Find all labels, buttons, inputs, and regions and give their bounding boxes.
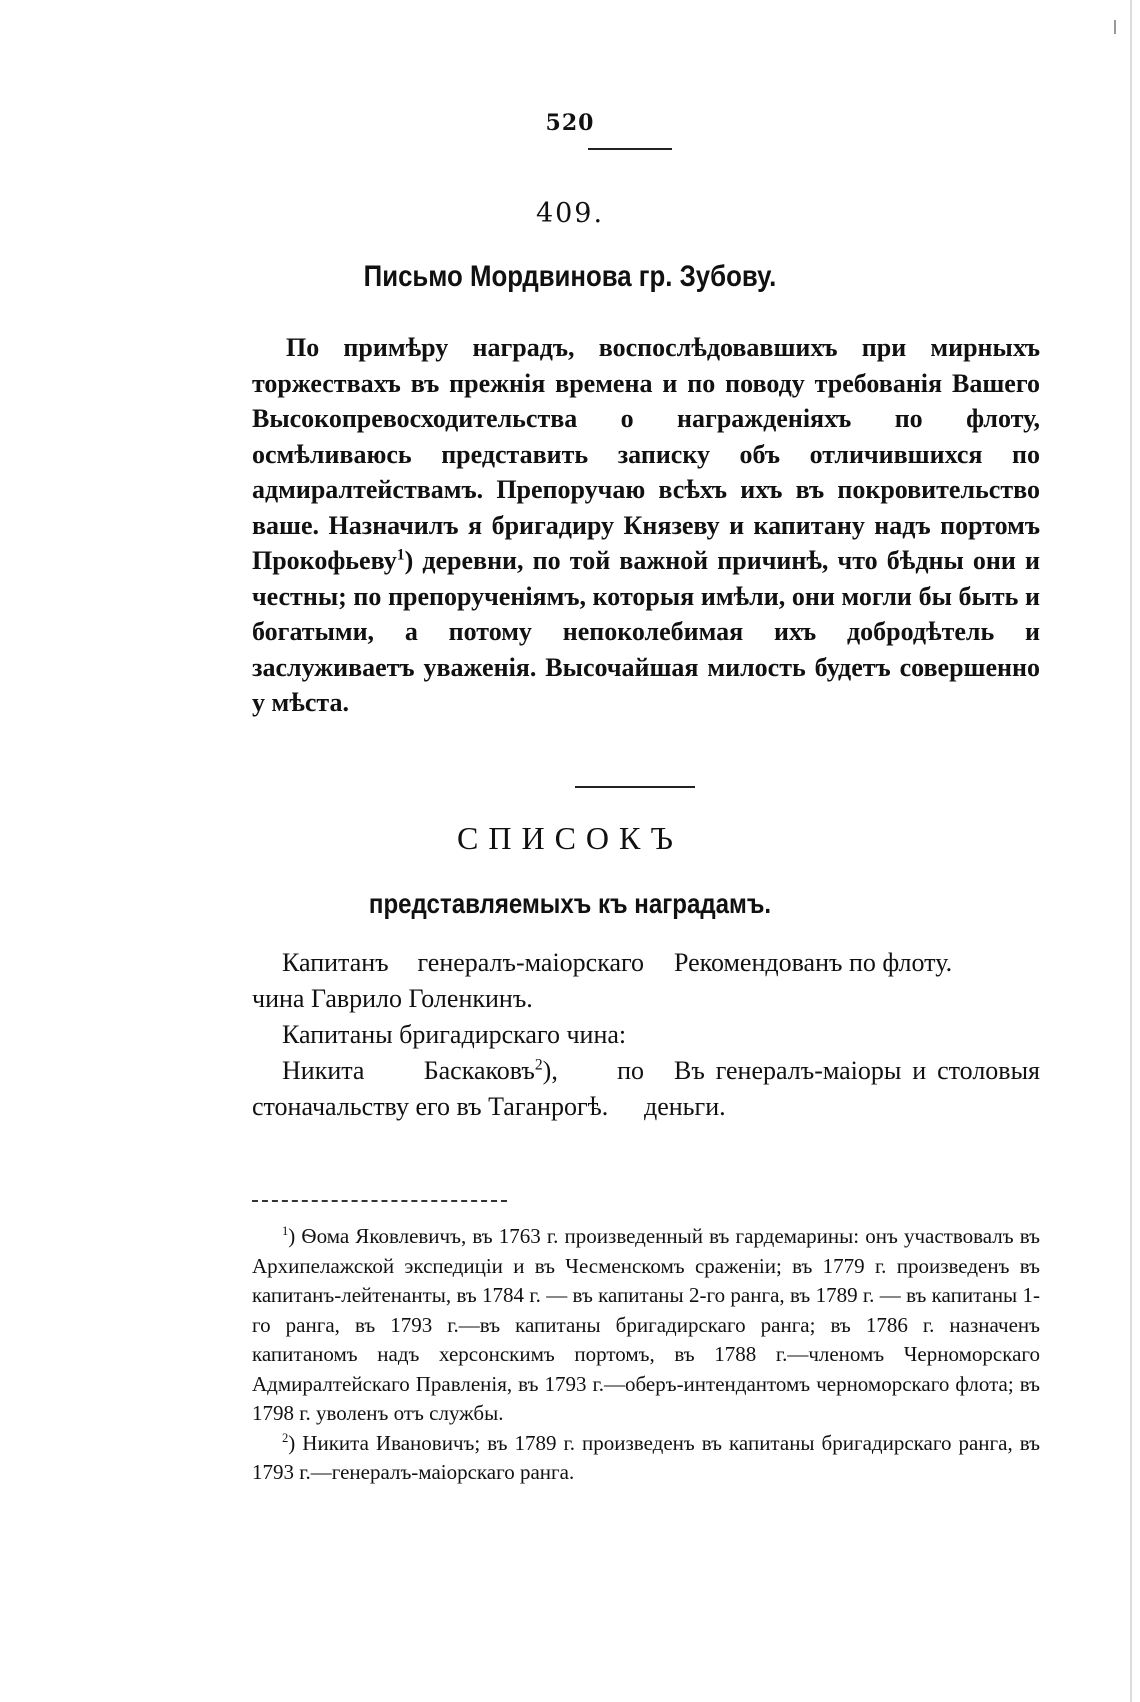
footnote-mark-1: 1	[282, 1224, 289, 1238]
list-entry-name-part-1: Никита Баскаковъ	[282, 1056, 535, 1085]
document-number: 409.	[535, 198, 605, 229]
letter-body	[252, 330, 1040, 721]
footnote-1	[252, 1222, 1040, 1429]
document-title: Письмо Мордвинова гр. Зубову.	[363, 260, 777, 293]
footnote-ref-2[interactable]: 2	[534, 1056, 543, 1074]
edge-mark	[1114, 20, 1116, 34]
list-entry-recommendation: Въ генералъ-маіоры и столовыя деньги.	[644, 1056, 1040, 1121]
footnote-2	[252, 1429, 1040, 1488]
list-entry-recommendation	[644, 1017, 1040, 1053]
footnote-rule	[252, 1200, 507, 1202]
footnote-2-text: ) Никита Ивановичъ; въ 1789 г. произведенъ въ капитаны бригадирскаго ранга, въ 1793 г.—генералъ-маіорскаго ранга.	[252, 1430, 1040, 1484]
footnote-ref-1[interactable]: 1	[396, 546, 405, 564]
list-entry-name	[252, 1053, 644, 1125]
list-row	[252, 1053, 1040, 1125]
letter-text-part-2: ) деревни, по той важной причинѣ, что бѣдны они и честны; по препорученіямъ, которыя имѣли, они могли бы быть и богатыми, а потому непоколебимая ихъ добродѣтель и заслуживаетъ уваженія. Высочайшая милость будетъ совершенно у мѣста.	[252, 546, 1040, 717]
list-heading: СПИСОКЪ	[457, 820, 683, 856]
list-entry-recommendation: Рекомендованъ по флоту.	[674, 948, 953, 977]
letter-text-part-1: По примѣру наградъ, воспослѣдовавшихъ при мирныхъ торжествахъ въ прежнія времена и по поводу требованія Вашего Высокопревосходительства о награжденіяхъ по флоту, осмѣливаюсь представить записку объ отличившихся по адмиралтействамъ. Препоручаю всѣхъ ихъ въ покровительство ваше. Назначилъ я бригадиру Князеву и капитану надъ портомъ Прокофьеву	[252, 333, 1040, 575]
page-number-underline	[588, 148, 672, 150]
list-entry-name-part-2: ), по стоначальству его въ Таганрогѣ.	[252, 1056, 644, 1121]
list-subheading: представляемыхъ къ наградамъ.	[368, 888, 772, 919]
list-row	[252, 945, 1040, 1017]
letter-paragraph	[252, 330, 1040, 721]
footnote-mark-2: 2	[282, 1430, 289, 1445]
list-entry-name: Капитанъ генералъ-маіорскаго чина Гаврило Голенкинъ.	[252, 948, 644, 1013]
page-number: 520	[545, 110, 595, 136]
list-row	[252, 1017, 1040, 1053]
footnote-1-text: ) Ѳома Яковлевичъ, въ 1763 г. произведенный въ гардемарины: онъ участвовалъ въ Архипелажской экспедиціи и въ Чесменскомъ сраженіи; въ 1779 г. произведенъ въ капитанъ-лейтенанты, въ 1784 г. — въ капитаны 2-го ранга, въ 1789 г. — въ капитаны 1-го ранга, въ 1793 г.—въ капитаны бригадирскаго ранга; въ 1786 г. назначенъ капитаномъ надъ херсонскимъ портомъ, въ 1788 г.—членомъ Черноморскаго Адмиралтейскаго Правленія, въ 1793 г.—оберъ-интендантомъ черноморскаго флота; въ 1798 г. уволенъ отъ службы.	[252, 1224, 1040, 1425]
list-entry-name: Капитаны бригадирскаго чина:	[282, 1020, 627, 1049]
section-divider	[575, 786, 695, 788]
footnotes	[252, 1222, 1040, 1488]
awards-list	[252, 945, 1040, 1125]
